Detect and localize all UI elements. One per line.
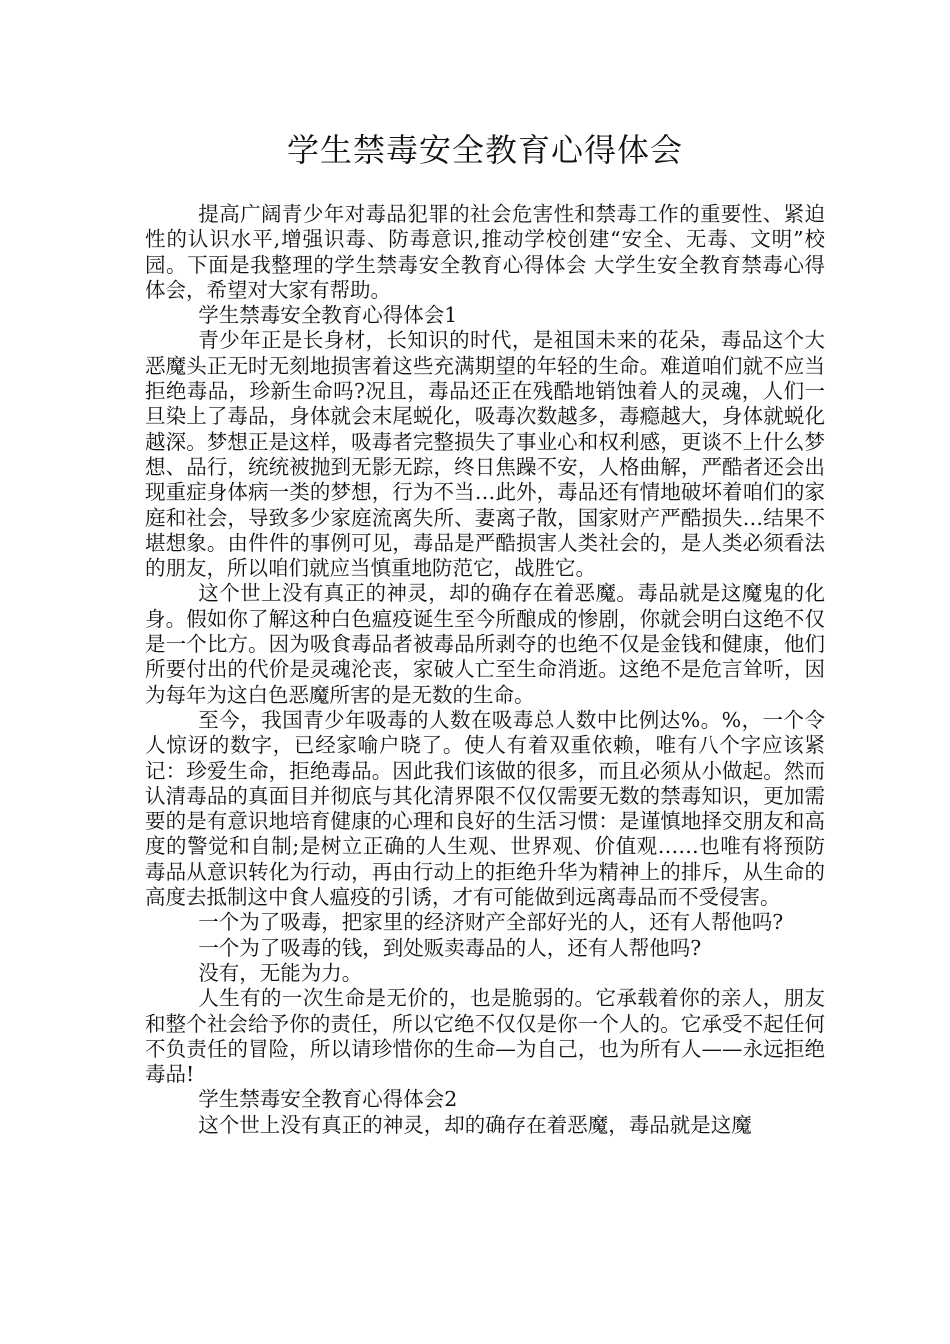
body-paragraph: 没有，无能为力。	[198, 960, 363, 985]
section-heading-2: 学生禁毒安全教育心得体会2	[198, 1087, 458, 1112]
document-page	[145, 128, 825, 1138]
body-paragraph: 一个为了吸毒的钱，到处贩卖毒品的人，还有人帮他吗?	[198, 935, 702, 960]
document-body	[145, 202, 825, 1138]
body-paragraph: 青少年正是长身材，长知识的时代，是祖国未来的花朵，毒品这个大恶魔头正无时无刻地损害着这些充满期望的年轻的生命。难道咱们就不应当拒绝毒品，珍新生命吗?况且，毒品还正在残酷地销蚀着人的灵魂，人们一旦染上了毒品，身体就会末尾蜕化，吸毒次数越多，毒瘾越大，身体就蜕化越深。梦想正是这样，吸毒者完整损失了事业心和权利感，更谈不上什么梦想、品行，统统被抛到无影无踪，终日焦躁不安，人格曲解，严酷者还会出现重症身体病一类的梦想，行为不当…此外，毒品还有情地破坏着咱们的家庭和社会，导致多少家庭流离失所、妻离子散，国家财产严酷损失…结果不堪想象。由件件的事例可见，毒品是严酷损害人类社会的，是人类必须看法的朋友，所以咱们就应当慎重地防范它，战胜它。	[145, 328, 825, 581]
body-paragraph: 一个为了吸毒，把家里的经济财产全部好光的人，还有人帮他吗?	[198, 910, 784, 935]
body-paragraph: 人生有的一次生命是无价的，也是脆弱的。它承载着你的亲人，朋友和整个社会给予你的责任，所以它绝不仅仅是你一个人的。它承受不起任何不负责任的冒险，所以请珍惜你的生命—为自己，也为所有人——永远拒绝毒品!	[145, 986, 825, 1087]
body-paragraph: 至今，我国青少年吸毒的人数在吸毒总人数中比例达%。%，一个令人惊讶的数字，已经家喻户晓了。使人有着双重依赖，唯有八个字应该紧记：珍爱生命，拒绝毒品。因此我们该做的很多，而且必须从小做起。然而认清毒品的真面目并彻底与其化清界限不仅仅需要无数的禁毒知识，更加需要的是有意识地培育健康的心理和良好的生活习惯：是谨慎地择交朋友和高度的警觉和自制;是树立正确的人生观、世界观、价值观……也唯有将预防毒品从意识转化为行动，再由行动上的拒绝升华为精神上的排斥，从生命的高度去抵制这中食人瘟疫的引诱，才有可能做到远离毒品而不受侵害。	[145, 707, 825, 910]
body-paragraph: 这个世上没有真正的神灵，却的确存在着恶魔。毒品就是这魔鬼的化身。假如你了解这种白色瘟疫诞生至今所酿成的惨剧，你就会明白这绝不仅是一个比方。因为吸食毒品者被毒品所剥夺的也绝不仅是金钱和健康，他们所要付出的代价是灵魂沦丧，家破人亡至生命消逝。这绝不是危言耸听，因为每年为这白色恶魔所害的是无数的生命。	[145, 581, 825, 707]
body-paragraph: 这个世上没有真正的神灵，却的确存在着恶魔，毒品就是这魔	[198, 1112, 752, 1137]
document-title: 学生禁毒安全教育心得体会	[286, 131, 683, 169]
section-heading-1: 学生禁毒安全教育心得体会1	[198, 303, 458, 328]
intro-paragraph: 提高广阔青少年对毒品犯罪的社会危害性和禁毒工作的重要性、紧迫性的认识水平,增强识毒、防毒意识,推动学校创建“安全、无毒、文明”校园。下面是我整理的学生禁毒安全教育心得体会 大学生安全教育禁毒心得体会，希望对大家有帮助。	[145, 202, 825, 302]
